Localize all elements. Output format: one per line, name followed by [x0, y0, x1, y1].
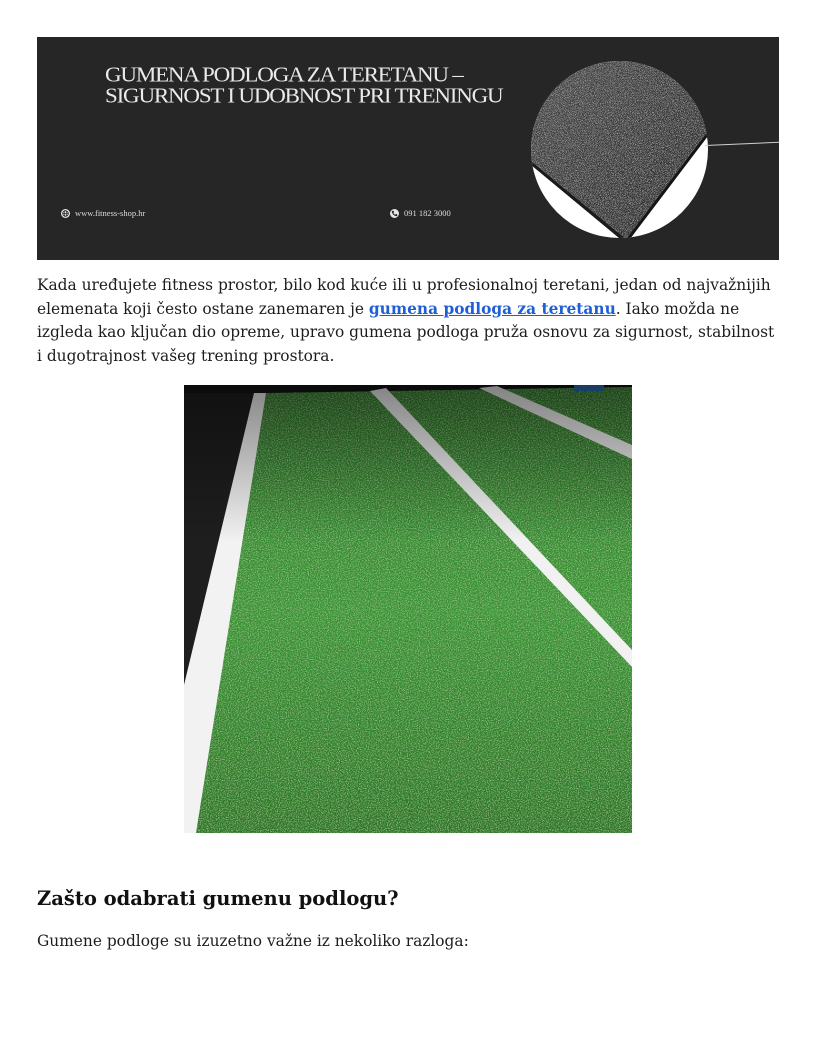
intro-text-start: Kada uređujete fitness prostor, bilo kod kuće ili u profesionalnoj teretani, jedan od najvažnijih elemenata koji često ostane zanemaren je	[37, 276, 771, 318]
website-text: www.fitness-shop.hr	[75, 208, 146, 218]
website-contact	[61, 208, 145, 218]
phone-icon	[390, 209, 399, 218]
intro-text-end: . Iako možda ne izgleda kao ključan dio opreme, upravo gumena podloga pruža osnovu za sigurnost, stabilnost i dugotrajnost vašeg trening prostora.	[37, 299, 775, 365]
rubber-mat-link[interactable]: gumena podloga za teretanu	[368, 299, 616, 318]
turf-track-image	[184, 385, 632, 833]
phone-contact	[390, 208, 451, 218]
banner-title-line-1: GUMENA PODLOGA ZA TERETANU –	[105, 63, 463, 87]
globe-icon	[61, 209, 70, 218]
section-text: Gumene podloge su izuzetno važne iz nekoliko razloga:	[37, 932, 469, 950]
banner-title	[105, 64, 545, 106]
rubber-mat-image	[531, 61, 708, 238]
section-heading: Zašto odabrati gumenu podlogu?	[37, 887, 399, 910]
decorative-line	[705, 142, 779, 146]
intro-paragraph	[37, 274, 781, 368]
hero-banner	[37, 37, 779, 260]
banner-title-line-2: SIGURNOST I UDOBNOST PRI TRENINGU	[105, 84, 503, 108]
phone-text: 091 182 3000	[404, 208, 451, 218]
